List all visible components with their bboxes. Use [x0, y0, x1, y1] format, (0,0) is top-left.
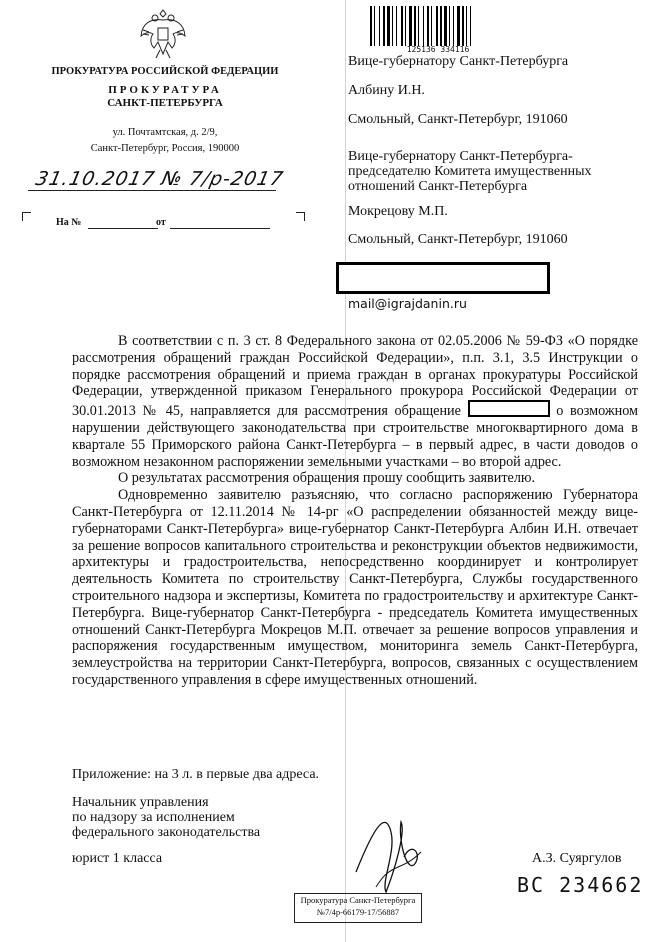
paragraph-3: Одновременно заявителю разъясняю, что согласно распоряжению Губернатора Санкт-Петербурга от 12.11.2014 № 14-рг «О распределении обязанностей между вице-губернаторами Санкт-Петербурга» вице-губернатор Санкт-Петербурга Албин И.Н. отвечает за решение вопросов капитального строительства и реконструкции объектов недвижимости, архитектуры и градостроительства, непосредственно координирует и контролирует деятельность Комитета по строительству Санкт-Петербурга, Службы государственного строительного надзора и экспертизы, Комитета по градостроительству и архитектуре Санкт-Петербурга. Вице-губернатор Санкт-Петербурга - председатель Комитета имущественных отношений Санкт-Петербурга Мокрецов М.П. отвечает за решение вопросов управления и распоряжения государственным имуществом, мониторинга земель Санкт-Петербурга, землеустройства на территории Санкт-Петербурга, вопросов, связанных с осуществлением государственного управления в сфере имущественных отношений.: [72, 487, 638, 688]
paragraph-1-start: В соответствии с п. 3 ст. 8 Федерального закона от 02.05.2006 № 59-ФЗ «О порядке рассмотрения обращений граждан Российской Федерации», п.п. 3.1, 3.5 Инструкции о порядке рассмотрения обращений и приема граждан в органах прокуратуры Российской Федерации, утвержденной приказом Генерального прокурора Российской Федерации от 30.01.2013 № 45, направляется для рассмотрения обращение: [72, 333, 638, 420]
handwritten-signature: [346, 802, 446, 902]
org-name-federal: ПРОКУРАТУРА РОССИЙСКОЙ ФЕДЕРАЦИИ: [51, 66, 279, 77]
org-name-prokuratura: ПРОКУРАТУРА: [108, 84, 222, 96]
letter-body: [72, 333, 638, 689]
signer-grade: юрист 1 класса: [72, 851, 163, 866]
handwritten-date-number: 31.10.2017 № 7/р-2017: [33, 168, 286, 190]
ref-number-line: [88, 228, 158, 229]
form-serial-number: ВС 234662: [517, 873, 644, 897]
ref-number-label: На №: [56, 217, 82, 228]
coat-of-arms-icon: [138, 6, 188, 60]
stamp-line2: №7/4р-66179-17/56887: [316, 907, 400, 917]
org-address-street: ул. Почтамтская, д. 2/9,: [112, 127, 218, 138]
barcode: [368, 6, 508, 46]
signer-name: А.З. Суяргулов: [532, 851, 622, 866]
stamp-line1: Прокуратура Санкт-Петербурга: [300, 895, 416, 905]
date-underline: [28, 190, 276, 191]
appendix-note: Приложение: на 3 л. в первые два адреса.: [72, 767, 320, 782]
ref-from-label: от: [156, 217, 166, 228]
org-address-city: Санкт-Петербург, Россия, 190000: [90, 143, 240, 154]
redacted-name-box: [468, 400, 550, 417]
ref-from-line: [170, 228, 270, 229]
paragraph-2: О результатах рассмотрения обращения прошу сообщить заявителю.: [118, 470, 536, 487]
org-name-city: САНКТ-ПЕТЕРБУРГА: [107, 97, 223, 109]
barcode-number: 125136 334116: [406, 45, 470, 54]
corner-mark-left: [22, 212, 31, 221]
recipient2-title-line1: Вице-губернатору Санкт-Петербурга-: [348, 149, 573, 164]
paragraph-1: [72, 333, 638, 470]
applicant-email: mail@igrajdanin.ru: [348, 296, 467, 311]
signer-position-line2: по надзору за исполнением: [72, 810, 235, 825]
recipient2-address: Смольный, Санкт-Петербург, 191060: [348, 232, 568, 247]
recipient2-title-line2: председателю Комитета имущественных: [348, 164, 592, 179]
recipient2-name: Мокрецову М.П.: [348, 204, 448, 219]
corner-mark-right: [296, 212, 305, 221]
recipient2-title-line3: отношений Санкт-Петербурга: [348, 179, 528, 194]
registration-stamp: [294, 893, 422, 923]
recipient1-title: Вице-губернатору Санкт-Петербурга: [348, 54, 569, 69]
recipient1-address: Смольный, Санкт-Петербург, 191060: [348, 112, 568, 127]
recipient1-name: Албину И.Н.: [348, 83, 425, 98]
redacted-address-box: [336, 262, 550, 294]
paragraph-1-end: о возможном нарушении действующего законодательства при строительстве многоквартирного дома в квартале 55 Приморского района Санкт-Петербурга – в первый адрес, в части доводов о возможном незаконном распоряжении земельными участками – во второй адрес.: [72, 403, 639, 470]
signer-position-line3: федерального законодательства: [72, 825, 261, 840]
signer-position-line1: Начальник управления: [72, 795, 209, 810]
